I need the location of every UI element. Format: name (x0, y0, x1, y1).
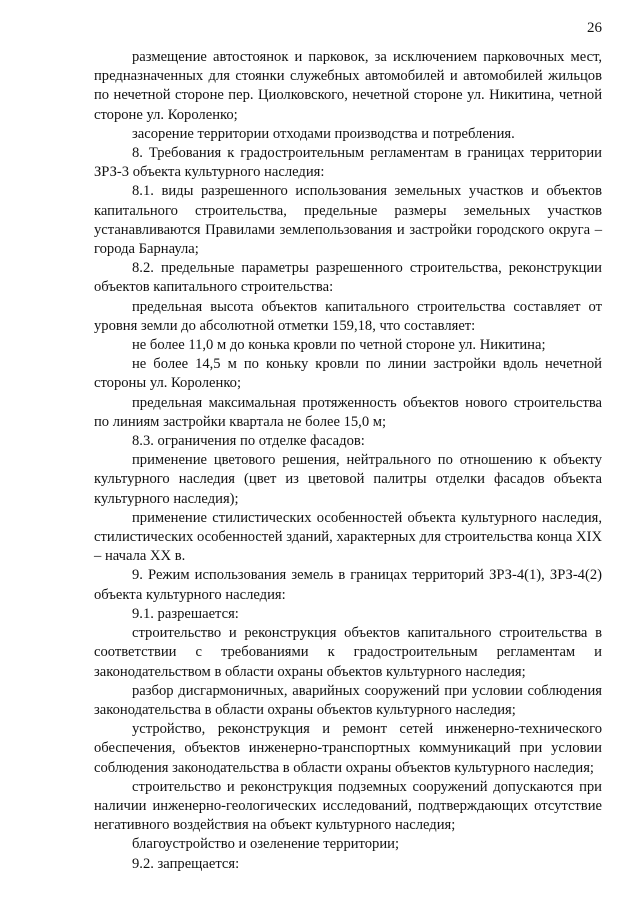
paragraph-8-1: 8.1. виды разрешенного использования земельных участков и объектов капитального строительства, предельные размеры земельных участков устанавливаются Правилами землепользования и застройки городского округа – города Барнаула; (94, 183, 602, 258)
paragraph-color-solution: применение цветового решения, нейтрального по отношению к объекту культурного наследия (цвет из цветовой палитры отделки фасадов объекта культурного наследия); (94, 452, 602, 507)
paragraph-dismantling: разбор дисгармоничных, аварийных сооружений при условии соблюдения законодательства в области охраны объектов культурного наследия; (94, 682, 602, 718)
paragraph-underground: строительство и реконструкция подземных сооружений допускаются при наличии инженерно-геологических исследований, подтверждающих отсутствие негативного воздействия на объект культурного наследия; (94, 778, 602, 834)
page-number: 26 (587, 20, 602, 36)
document-body (94, 48, 602, 874)
paragraph-8-3: 8.3. ограничения по отделке фасадов: (132, 433, 365, 450)
paragraph-section-9: 9. Режим использования земель в границах территорий ЗРЗ-4(1), ЗРЗ-4(2) объекта культурного наследия: (94, 567, 602, 603)
paragraph-nikitina: не более 11,0 м до конька кровли по четной стороне ул. Никитина; (132, 337, 546, 354)
paragraph-parking-restriction: размещение автостоянок и парковок, за исключением парковочных мест, предназначенных для стоянки служебных автомобилей и автомобилей жильцов по нечетной стороне пер. Циолковского, нечетной стороне ул. Никитина, четной стороне ул. Короленко; (94, 49, 602, 123)
paragraph-landscaping: благоустройство и озеленение территории; (132, 836, 400, 853)
paragraph-networks: устройство, реконструкция и ремонт сетей инженерно-технического обеспечения, объектов инженерно-транспортных коммуникаций при условии соблюдения законодательства в области охраны объектов культурного наследия; (94, 721, 602, 776)
paragraph-construction: строительство и реконструкция объектов капитального строительства в соответствии с требованиями к градостроительным регламентам и законодательством в области охраны объектов культурного наследия; (94, 625, 602, 680)
paragraph-korolenko: не более 14,5 м по коньку кровли по линии застройки вдоль нечетной стороны ул. Короленко; (94, 356, 602, 392)
paragraph-section-8: 8. Требования к градостроительным регламентам в границах территории ЗРЗ-3 объекта культурного наследия: (94, 145, 602, 181)
paragraph-max-length: предельная максимальная протяженность объектов нового строительства по линиям застройки квартала не более 15,0 м; (94, 394, 602, 430)
paragraph-stylistic: применение стилистических особенностей объекта культурного наследия, стилистических особенностей зданий, характерных для строительства конца XIX – начала XX в. (94, 509, 602, 565)
paragraph-9-2: 9.2. запрещается: (132, 855, 240, 872)
paragraph-8-2: 8.2. предельные параметры разрешенного строительства, реконструкции объектов капитального строительства: (94, 260, 602, 296)
paragraph-height-limit: предельная высота объектов капитального строительства составляет от уровня земли до абсолютной отметки 159,18, что составляет: (94, 298, 602, 334)
paragraph-9-1: 9.1. разрешается: (132, 605, 239, 622)
paragraph-waste: засорение территории отходами производства и потребления. (132, 125, 515, 142)
